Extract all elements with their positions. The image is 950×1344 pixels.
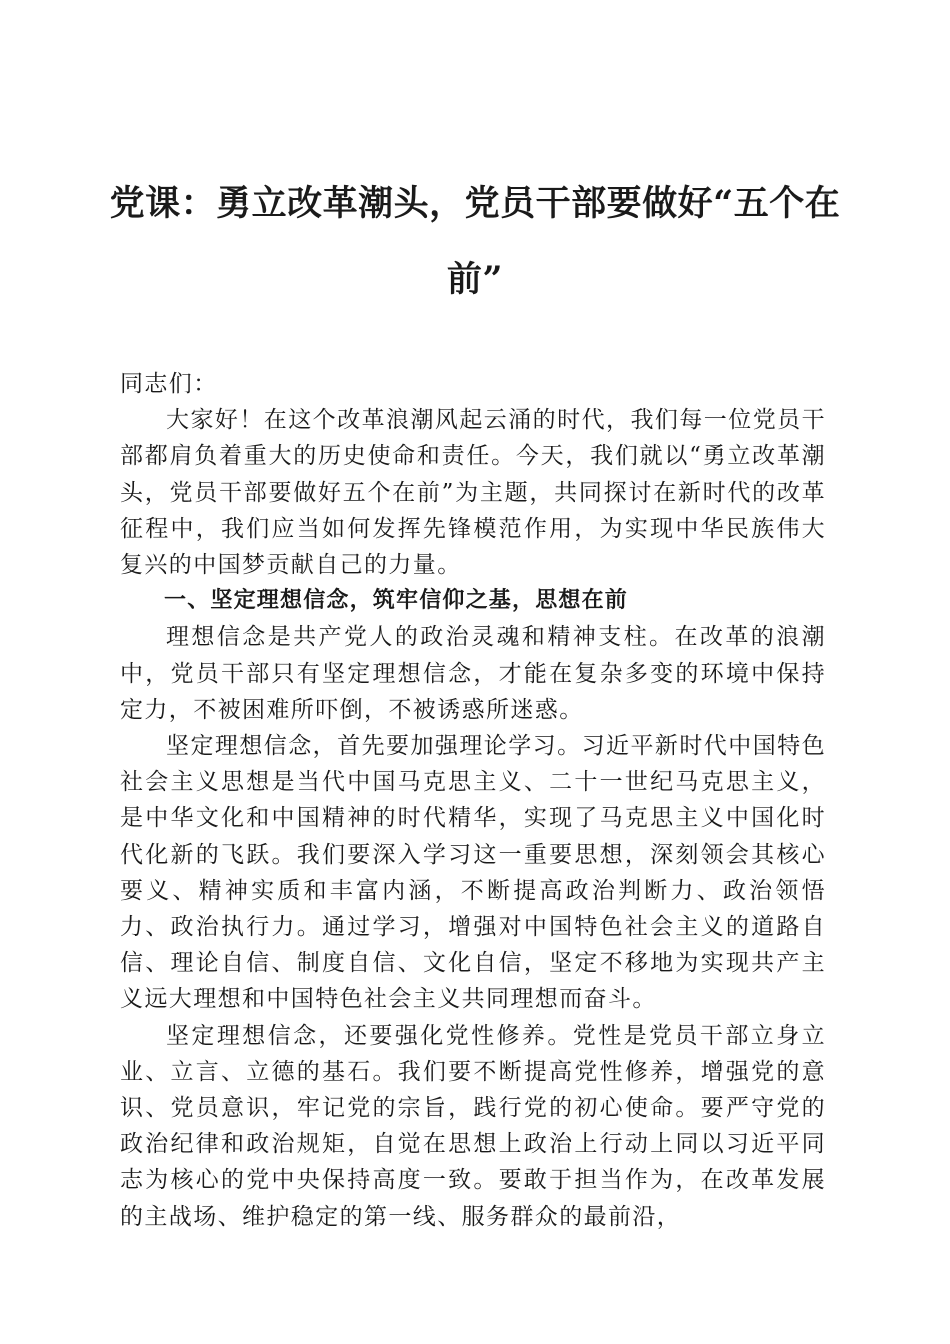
body-paragraph: 坚定理想信念，首先要加强理论学习。习近平新时代中国特色社会主义思想是当代中国马克思主义、二十一世纪马克思主义，是中华文化和中国精神的时代精华，实现了马克思主义中国化时代化新的飞跃。我们要深入学习这一重要思想，深刻领会其核心要义、精神实质和丰富内涵，不断提高政治判断力、政治领悟力、政治执行力。通过学习，增强对中国特色社会主义的道路自信、理论自信、制度自信、文化自信，坚定不移地为实现共产主义远大理想和中国特色社会主义共同理想而奋斗。 [120,733,826,1013]
body-paragraph: 理想信念是共产党人的政治灵魂和精神支柱。在改革的浪潮中，党员干部只有坚定理想信念，才能在复杂多变的环境中保持定力，不被困难所吓倒，不被诱惑所迷惑。 [120,624,826,723]
section-heading: 一、坚定理想信念，筑牢信仰之基，思想在前 [164,588,629,614]
salutation: 同志们： [120,371,218,397]
document-title: 党课：勇立改革潮头，党员干部要做好“五个在前” [109,183,841,300]
body-paragraph: 坚定理想信念，还要强化党性修养。党性是党员干部立身立业、立言、立德的基石。我们要不断提高党性修养，增强党的意识、党员意识，牢记党的宗旨，践行党的初心使命。要严守党的政治纪律和政治规矩，自觉在思想上政治上行动上同以习近平同志为核心的党中央保持高度一致。要敢于担当作为，在改革发展的主战场、维护稳定的第一线、服务群众的最前沿， [120,1022,826,1230]
document-body [120,366,826,1235]
intro-paragraph: 大家好！在这个改革浪潮风起云涌的时代，我们每一位党员干部都肩负着重大的历史使命和责任。今天，我们就以“勇立改革潮头，党员干部要做好五个在前”为主题，共同探讨在新时代的改革征程中，我们应当如何发挥先锋模范作用，为实现中华民族伟大复兴的中国梦贡献自己的力量。 [120,407,826,579]
